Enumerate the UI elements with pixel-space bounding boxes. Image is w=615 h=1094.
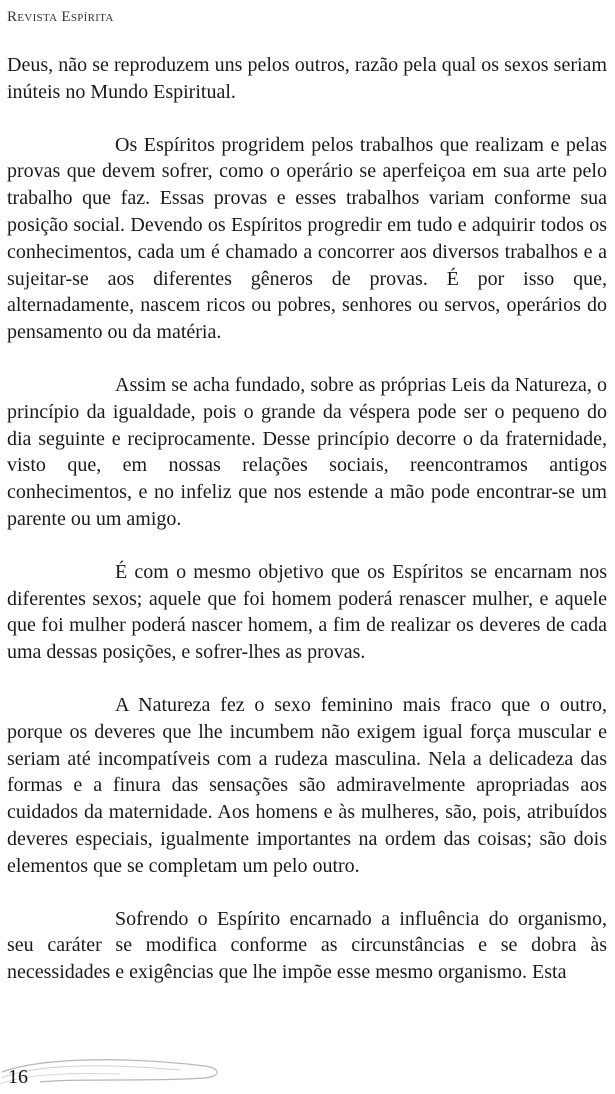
paragraph-nature: A Natureza fez o sexo feminino mais fraco que o outro, porque os deveres que lhe incumbem não exigem igual força muscular e seriam até incompatíveis com a rudeza masculina. Nela a delicadeza das formas e a finura das sensações são admiravelmente apropriadas aos cuidados da maternidade. Aos homens e às mulheres, são, pois, atribuídos deveres especiais, igualmente importantes na ordem das coisas; são dois elementos que se completam um pelo outro. (7, 693, 607, 877)
paragraph-equality: Assim se acha fundado, sobre as próprias Leis da Natureza, o princípio da igualdade, pois o grande da véspera pode ser o pequeno do dia seguinte e reciprocamente. Desse princípio decorre o da fraternidade, visto que, em nossas relações sociais, reencontramos antigos conhecimentos, e no infeliz que nos estende a mão pode encontrar-se um parente ou um amigo. (7, 373, 607, 530)
paragraph-sexes: É com o mesmo objetivo que os Espíritos se encarnam nos diferentes sexos; aquele que foi homem poderá renascer mulher, e aquele que foi mulher poderá nascer homem, a fim de realizar os deveres de cada uma dessas posições, e sofrer-lhes as provas. (7, 560, 607, 664)
running-header: Revista Espírita (7, 9, 114, 25)
paragraph-spirits-progress: Os Espíritos progridem pelos trabalhos que realizam e pelas provas que devem sofrer, como o operário se aperfeiçoa em sua arte pelo trabalho que faz. Essas provas e esses trabalhos variam conforme sua posição social. Devendo os Espíritos progredir em tudo e adquirir todos os conhecimentos, cada um é chamado a concorrer aos diversos trabalhos e a sujeitar-se aos diferentes gêneros de provas. É por isso que, alternadamente, nascem ricos ou pobres, senhores ou servos, operários do pensamento ou da matéria. (7, 133, 607, 344)
paragraph-continuation: Deus, não se reproduzem uns pelos outros, razão pela qual os sexos seriam inúteis no Mundo Espiritual. (7, 54, 607, 103)
page-body (7, 52, 607, 986)
page-number: 16 (8, 1066, 28, 1088)
footer-swirl-ornament (0, 1052, 230, 1092)
paragraph-organism: Sofrendo o Espírito encarnado a influência do organismo, seu caráter se modifica conforme as circunstâncias e se dobra às necessidades e exigências que lhe impõe esse mesmo organismo. Esta (7, 907, 607, 984)
